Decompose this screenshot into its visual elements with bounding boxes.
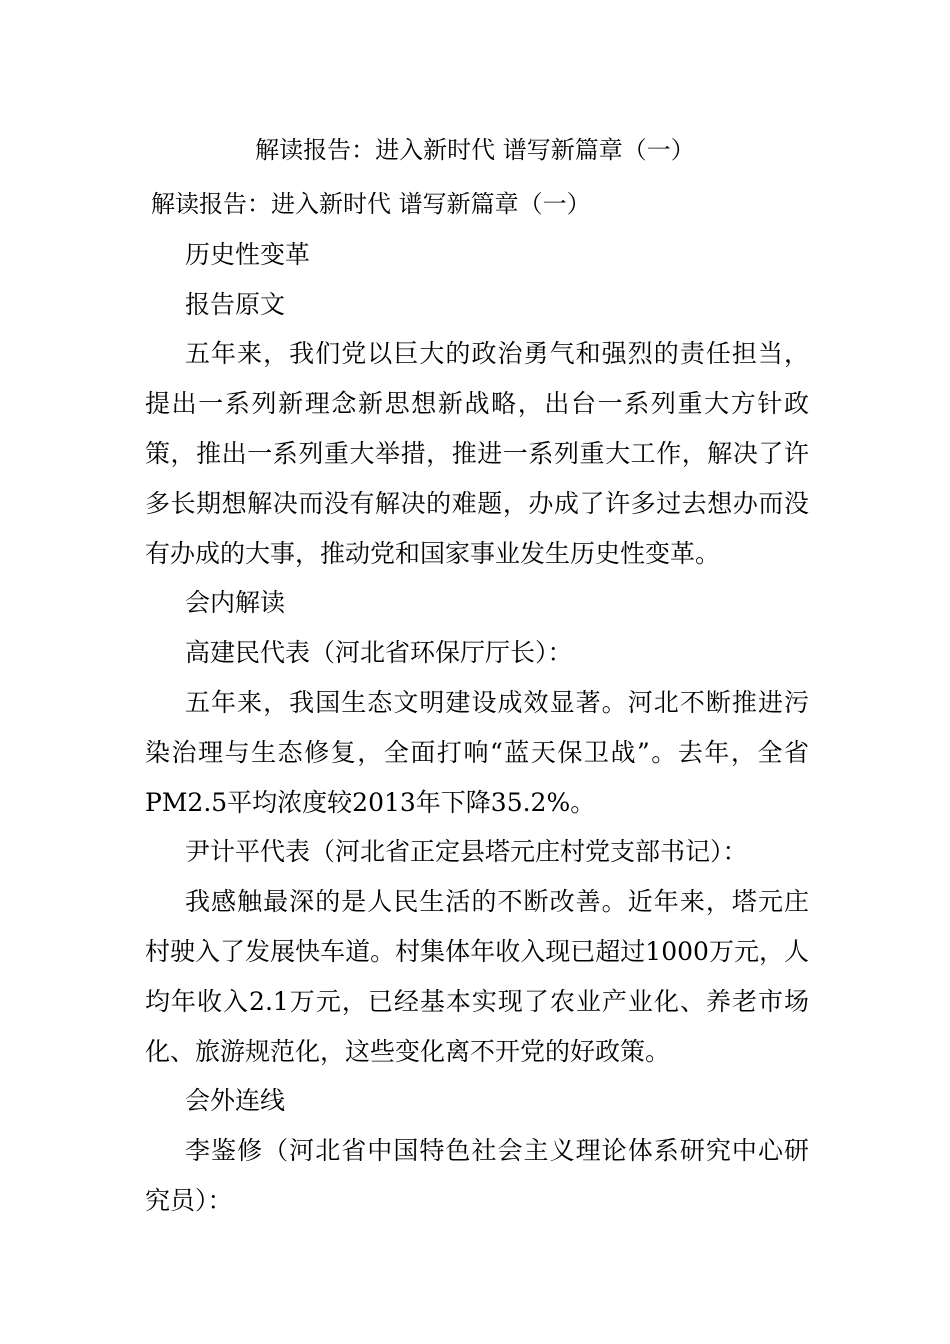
speaker-yin-jiping: 尹计平代表（河北省正定县塔元庄村党支部书记）： [185, 837, 748, 867]
section-heading-historic-change: 历史性变革 [185, 239, 311, 269]
document-body [145, 180, 809, 1226]
speaker-gao-jianmin: 高建民代表（河北省环保厅厅长）： [185, 638, 573, 668]
document-title: 解读报告：进入新时代 谱写新篇章（一） [255, 136, 695, 164]
section-heading-report-text: 报告原文 [185, 289, 286, 319]
section-heading-inner-interpretation: 会内解读 [185, 588, 286, 618]
paragraph-report-text: 五年来，我们党以巨大的政治勇气和强烈的责任担当，提出一系列新理念新思想新战略，出台一系列重大方针政策，推出一系列重大举措，推进一系列重大工作，解决了许多长期想解决而没有解决的难题，办成了许多过去想办而没有办成的大事，推动党和国家事业发生历史性变革。 [145, 339, 809, 568]
section-heading-outside-link: 会外连线 [185, 1086, 286, 1116]
paragraph-yin-jiping: 我感触最深的是人民生活的不断改善。近年来，塔元庄村驶入了发展快车道。村集体年收入现已超过1000万元，人均年收入2.1万元，已经基本实现了农业产业化、养老市场化、旅游规范化，这些变化离不开党的好政策。 [145, 887, 809, 1066]
paragraph-gao-jianmin: 五年来，我国生态文明建设成效显著。河北不断推进污染治理与生态修复，全面打响“蓝天保卫战”。去年，全省PM2.5平均浓度较2013年下降35.2%。 [145, 687, 809, 817]
speaker-li-jianxiu: 李鉴修（河北省中国特色社会主义理论体系研究中心研究员）： [145, 1136, 809, 1215]
document-subtitle: 解读报告：进入新时代 谱写新篇章（一） [151, 190, 591, 218]
